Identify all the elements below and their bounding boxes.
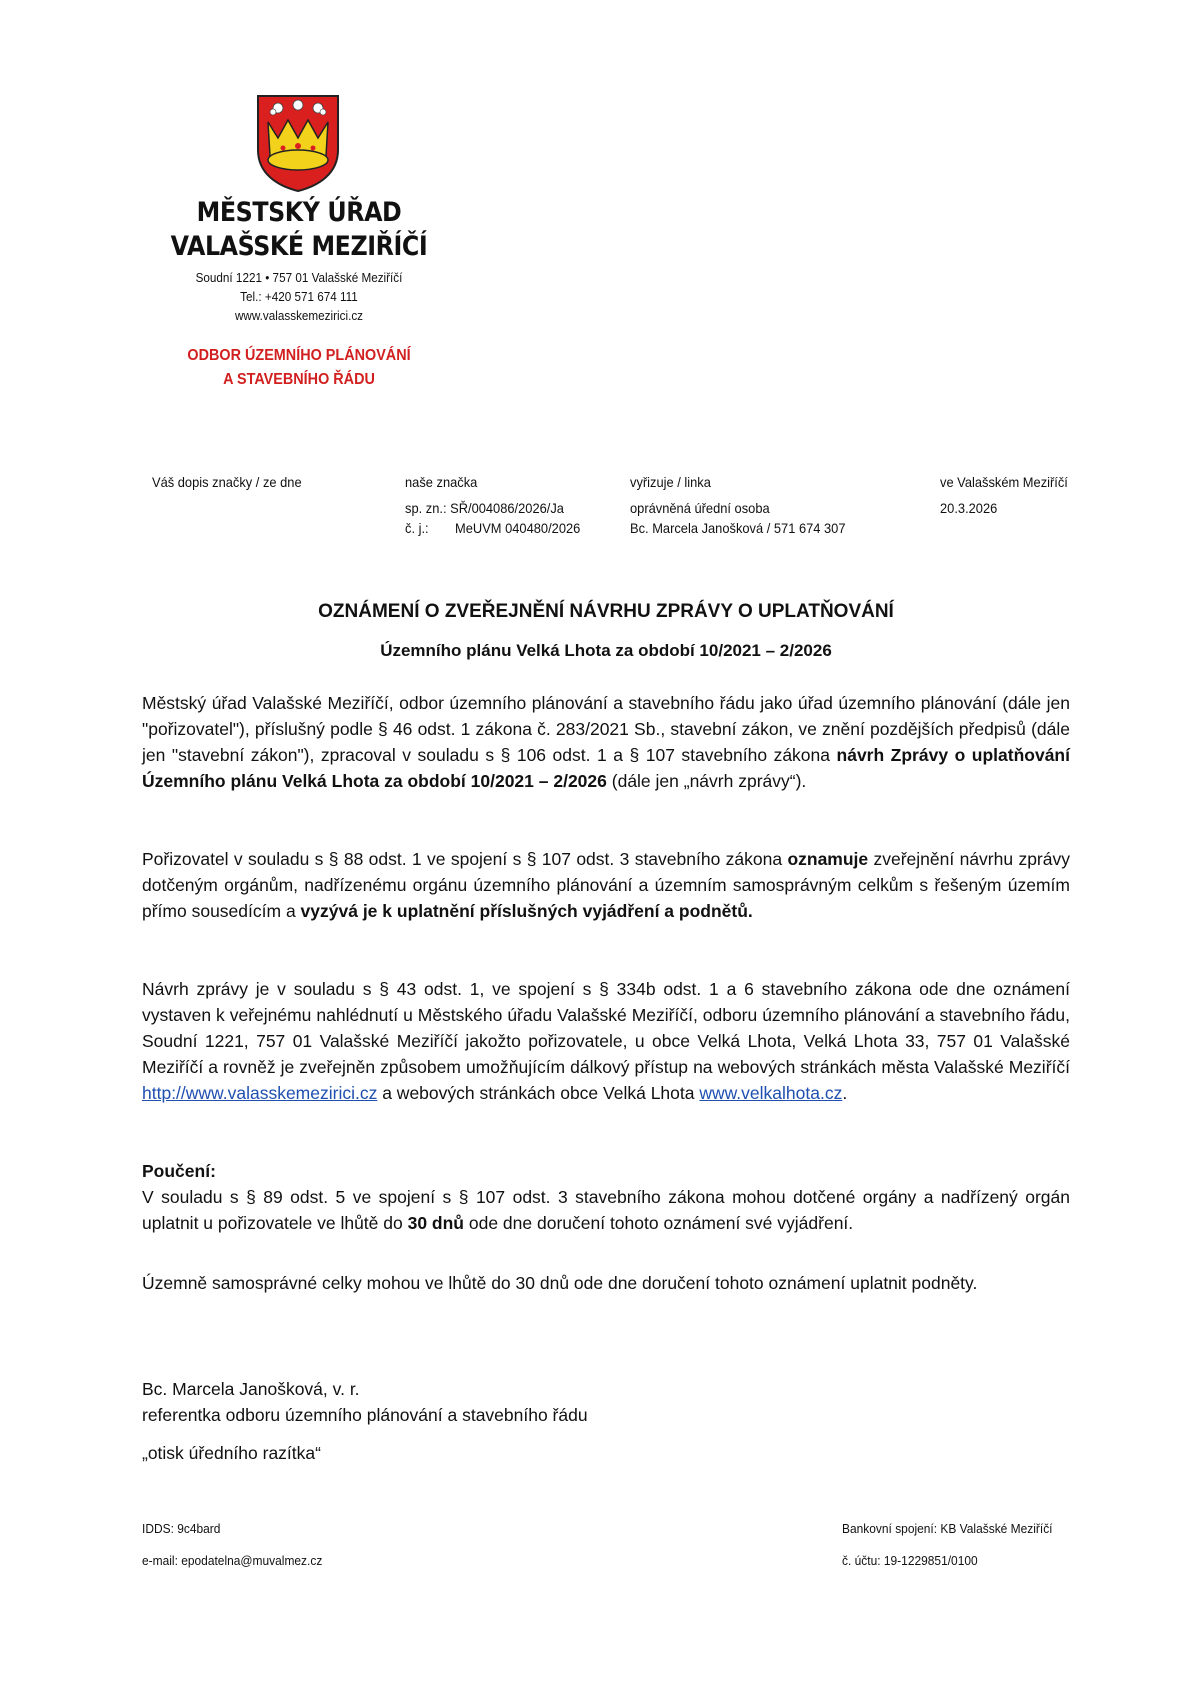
- footer-bank: Bankovní spojení: KB Valašské Meziříčí: [842, 1521, 1053, 1536]
- your-reference-label: Váš dopis značky / ze dne: [152, 474, 302, 490]
- our-reference-label: naše značka: [405, 474, 478, 490]
- paragraph-availability: Návrh zprávy je v souladu s § 43 odst. 1, ve spojení s § 334b odst. 1 a 6 stavebního zákona ode dne oznámení vystaven k veřejnému nahlédnutí u Městského úřadu Valašské Meziříčí, odboru územního plánování a stavebního řádu, Soudní 1221, 757 01 Valašské Meziříčí jakožto pořizovatele, u obce Velká Lhota, Velká Lhota 33, 757 01 Valašské Meziříčí a rovněž je zveřejněn způsobem umožňujícím dálkový přístup na webových stránkách města Valašské Meziříčí http://www.valasskemezirici.cz a webových stránkách obce Velká Lhota www.velkalhota.cz.: [142, 979, 1070, 1103]
- office-name-block: [120, 196, 478, 325]
- ref-number: MeUVM 040480/2026: [455, 520, 581, 536]
- handler-name: Bc. Marcela Janošková / 571 674 307: [630, 520, 846, 536]
- paragraph-intro: Městský úřad Valašské Meziříčí, odbor územního plánování a stavebního řádu jako úřad územního plánování (dále jen "pořizovatel"), příslušný podle § 46 odst. 1 zákona č. 283/2021 Sb., stavební zákon, ve znění pozdějších předpisů (dále jen "stavební zákon"), zpracoval v souladu s § 106 odst. 1 a § 107 stavebního zákona návrh Zprávy o uplatňování Územního plánu Velká Lhota za období 10/2021 – 2/2026 (dále jen „návrh zprávy“).: [142, 693, 1070, 791]
- office-address: Soudní 1221 • 757 01 Valašské Meziříčí: [195, 270, 403, 285]
- handler-role: oprávněná úřední osoba: [630, 500, 770, 516]
- signature-name: Bc. Marcela Janošková, v. r.: [142, 1379, 360, 1399]
- signature-role: referentka odboru územního plánování a stavebního řádu: [142, 1405, 588, 1425]
- office-phone: Tel.: +420 571 674 111: [240, 289, 358, 304]
- coat-of-arms-icon: [256, 94, 340, 192]
- paragraph-instruction: V souladu s § 89 odst. 5 ve spojení s § 107 odst. 3 stavebního zákona mohou dotčené orgány a nadřízený orgán uplatnit u pořizovatele ve lhůtě do 30 dnů ode dne doručení tohoto oznámení své vyjádření.: [142, 1187, 1070, 1233]
- handler-label: vyřizuje / linka: [630, 474, 711, 490]
- instruction-heading: Poučení:: [142, 1161, 216, 1181]
- paragraph-self-governing: Územně samosprávné celky mohou ve lhůtě do 30 dnů ode dne doručení tohoto oznámení uplatnit podněty.: [142, 1273, 978, 1293]
- department-name: [138, 344, 460, 392]
- file-number: sp. zn.: SŘ/004086/2026/Ja: [405, 500, 564, 516]
- place-label: ve Valašském Meziříčí: [940, 474, 1068, 490]
- footer-idds: IDDS: 9c4bard: [142, 1521, 221, 1536]
- page-subtitle: Územního plánu Velká Lhota za období 10/2021 – 2/2026: [380, 641, 832, 660]
- paragraph-announcement: Pořizovatel v souladu s § 88 odst. 1 ve spojení s § 107 odst. 3 stavebního zákona oznamuje zveřejnění návrhu zprávy dotčeným orgánům, nadřízenému orgánu územního plánování a územním samosprávným celkům s řešeným územím přímo sousedícím a vyzývá je k uplatnění příslušných vyjádření a podnětů.: [142, 849, 1070, 921]
- office-name-line1: MĚSTSKÝ ÚŘAD: [196, 197, 402, 228]
- footer-email: e-mail: epodatelna@muvalmez.cz: [142, 1553, 323, 1568]
- department-line1: ODBOR ÚZEMNÍHO PLÁNOVÁNÍ: [187, 347, 411, 364]
- village-website-link[interactable]: www.velkalhota.cz: [699, 1083, 843, 1103]
- page-title: OZNÁMENÍ O ZVEŘEJNĚNÍ NÁVRHU ZPRÁVY O UPLATŇOVÁNÍ: [318, 601, 894, 622]
- footer-account: č. účtu: 19-1229851/0100: [842, 1553, 978, 1568]
- department-line2: A STAVEBNÍHO ŘÁDU: [223, 371, 375, 388]
- ref-number-label: č. j.:: [405, 520, 429, 536]
- letter-date: 20.3.2026: [940, 500, 998, 516]
- office-web: www.valasskemezirici.cz: [234, 308, 364, 323]
- stamp-note: „otisk úředního razítka“: [142, 1443, 321, 1463]
- city-website-link[interactable]: http://www.valasskemezirici.cz: [142, 1083, 378, 1103]
- office-name-line2: VALAŠSKÉ MEZIŘÍČÍ: [170, 231, 428, 262]
